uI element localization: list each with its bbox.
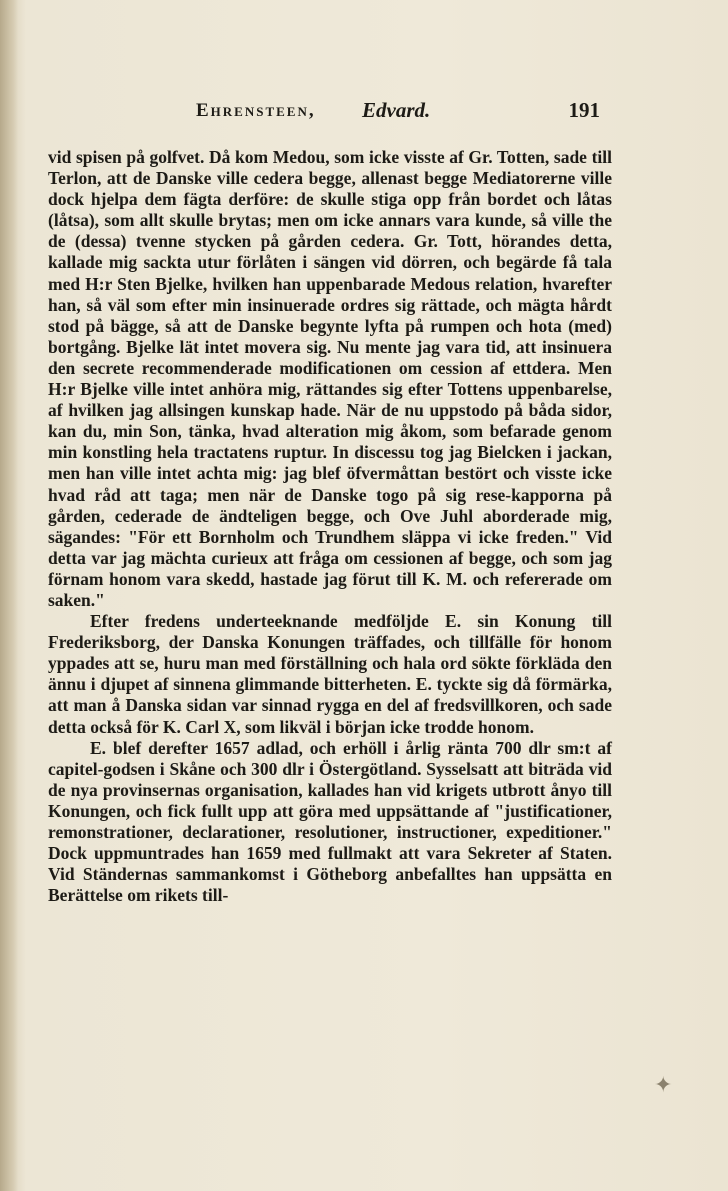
running-header-name: Ehrensteen, <box>196 100 316 121</box>
paragraph-1: vid spisen på golfvet. Då kom Medou, som icke visste af Gr. Totten, sade till Terlon, att de Danske ville cedera begge, allenast begge Mediatorerne ville dock hjelpa dem fägta derföre: de skulle stiga opp från bordet och låtas (låtsa), som allt skulle brytas; men om icke annars vara kunde, så ville the de (dessa) tvenne stycken på gården cedera. Gr. Tott, hörandes detta, kallade mig sackta utur förlåten i sängen vid dörren, och begärde få tala med H:r Sten Bjelke, hvilken han uppenbarade Medous relation, hvarefter han, så väl som efter min insinuerade ordres sig rättade, och mägta hårdt stod på bägge, så att de Danske begynte lyfta på rumpen och hota (med) bortgång. Bjelke lät intet movera sig. Nu mente jag vara tid, att insinuera den secrete recommenderade modificationen om cession af ettdera. Men H:r Bjelke ville intet anhöra mig, rättandes sig efter Tottens uppenbarelse, af hvilken jag allsingen kunskap hade. När de nu uppstodo på båda sidor, kan du, min Son, tänka, hvad alteration mig åkom, som befarade genom min konstling hela tractatens ruptur. In discessu tog jag Bielcken i jackan, men han ville intet achta mig: jag blef öfvermåttan bestört och visste icke hvad råd att taga; men när de Danske togo på sig rese-kapporna på gården, cederade de ändteligen begge, och Ove Juhl aborderade mig, sägandes: "För ett Bornholm och Trundhem släppa vi icke freden." Vid detta var jag mächta curieux att fråga om cessionen af begge, och som jag förnam honom vara skedd, hastade jag förut till K. M. och refererade om saken." <box>48 147 612 610</box>
stain-mark: ✦ <box>654 1073 673 1098</box>
page-gutter <box>0 0 18 1191</box>
running-header-title: Edvard. <box>362 98 431 122</box>
paragraph-3: E. blef derefter 1657 adlad, och erhöll i årlig ränta 700 dlr sm:t af capitel-godsen i Skåne och 300 dlr i Östergötland. Sysselsatt att biträda vid de nya provinsernas organisation, kallades han vid krigets utbrott ånyo till Konungen, och fick fullt upp att göra med uppsättande af "justificationer, remonstrationer, declarationer, resolutioner, instructioner, expeditioner." Dock uppmuntrades han 1659 med fullmakt att vara Sekreter af Staten. Vid Ständernas sammankomst i Götheborg anbefalltes han uppsätta en Berättelse om rikets till- <box>48 737 612 906</box>
running-header <box>196 98 600 124</box>
page-number: 191 <box>568 98 600 122</box>
body-text <box>48 147 612 906</box>
paragraph-2: Efter fredens underteeknande medföljde E. sin Konung till Frederiksborg, der Danska Konungen träffades, och tillfälle för honom yppades att se, huru man med förställning och hala ord sökte förkläda den ännu i djupet af sinnena glimmande bitterheten. E. tyckte sig då förmärka, att man å Danska sidan var sinnad rygga en del af fredsvillkoren, och sade detta också för K. Carl X, som likväl i början icke trodde honom. <box>48 611 612 737</box>
